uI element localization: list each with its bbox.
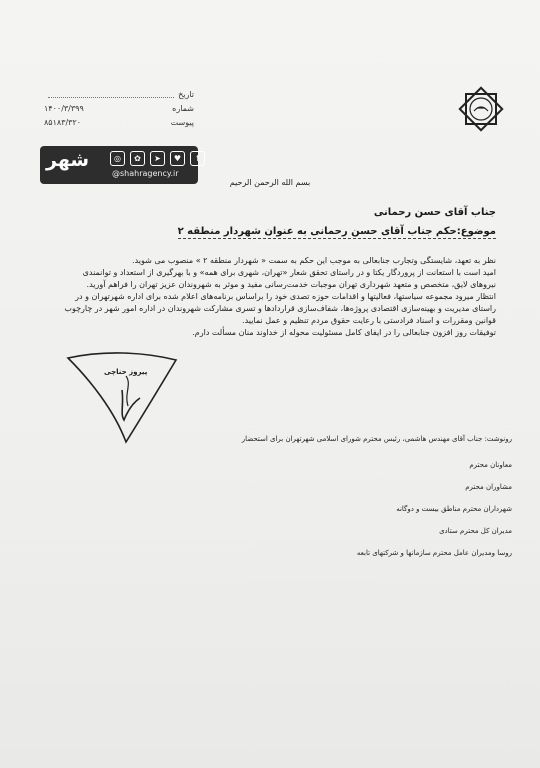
instagram-icon: ◎ bbox=[110, 151, 125, 166]
subject-line: موضوع:حکم جناب آقای حسن رحمانی به عنوان شهردار منطقه ۲ bbox=[177, 226, 496, 237]
cc-item: رونوشت: جناب آقای مهندس هاشمی، رئیس محترم شورای اسلامی شهرتهران برای استحضار bbox=[241, 435, 512, 443]
date-label: تاریخ bbox=[178, 90, 194, 99]
body-paragraph: توفیقات روز افزون جنابعالی را در ایفای کامل مسئولیت محوله از خداوند منان مسألت دارم. bbox=[192, 328, 496, 337]
number-label: شماره bbox=[172, 104, 194, 113]
carbon-copy-list bbox=[82, 434, 512, 570]
cc-item: مدیران کل محترم ستادی bbox=[439, 527, 512, 535]
letter-body bbox=[56, 255, 496, 339]
cc-item: شهرداران محترم مناطق بیست و دوگانه bbox=[396, 505, 512, 513]
body-paragraph: انتظار میرود مجموعه سیاستها، فعالیتها و اقدامات حوزه تصدی خود را براساس برنامه‌های اعلام شده برای اداره شهرتهران و در راستای مدیریت و بهینه‌سازی اقتصادی پروژه‌ها، شفاف‌سازی قراردادها و تسری مشارکت شهروندان در اداره امور شهر در چارچوب قوانین ومقررات و اسناد فرادستی با رعایت حقوق مردم تنظیم و عمل نمایید. bbox=[64, 292, 496, 325]
addressee: جناب آقای حسن رحمانی bbox=[373, 207, 496, 218]
body-paragraph: امید است با استعانت از پروردگار یکتا و در راستای تحقق شعار «تهران، شهری برای همه» و با بهرگیری از استعداد و توانمندی نیروهای لایق، متخصص و متعهد شهرداری تهران موجبات خدمت‌رسانی مفید و موثر به شهروندان عزیز تهران را فراهم آورید. bbox=[82, 268, 496, 289]
attachment-row bbox=[44, 116, 194, 130]
signatory-name: پیروز حناچی bbox=[104, 368, 148, 376]
number-row bbox=[44, 102, 194, 116]
number-value: ۱۴۰۰/۳/۳۹۹ bbox=[44, 104, 84, 113]
attachment-label: پیوست bbox=[170, 118, 194, 127]
agency-logo: شهر bbox=[46, 149, 90, 171]
date-row bbox=[44, 88, 194, 102]
twitter-icon: ♥ bbox=[170, 151, 185, 166]
letter-header-meta bbox=[44, 88, 194, 130]
aparat-icon: ✿ bbox=[130, 151, 145, 166]
cc-item: مشاوران محترم bbox=[465, 483, 512, 491]
cc-item: معاونان محترم bbox=[469, 461, 512, 469]
tehran-municipality-emblem-icon bbox=[450, 78, 512, 140]
facebook-icon: f bbox=[190, 151, 205, 166]
telegram-icon: ➤ bbox=[150, 151, 165, 166]
cc-item: روسا ومدیران عامل محترم سازمانها و شرکتهای تابعه bbox=[356, 549, 512, 557]
basmala: بسم الله الرحمن الرحیم bbox=[229, 178, 311, 187]
agency-handle: @shahragency.ir bbox=[112, 169, 179, 178]
reference-value: ۸۵۱۸۳/۳۲۰ bbox=[44, 118, 82, 127]
social-icons bbox=[110, 151, 205, 166]
body-paragraph: نظر به تعهد، شایستگی وتجارب جنابعالی به موجب این حکم به سمت « شهردار منطقه ۲ » منصوب می شوید. bbox=[132, 256, 496, 265]
